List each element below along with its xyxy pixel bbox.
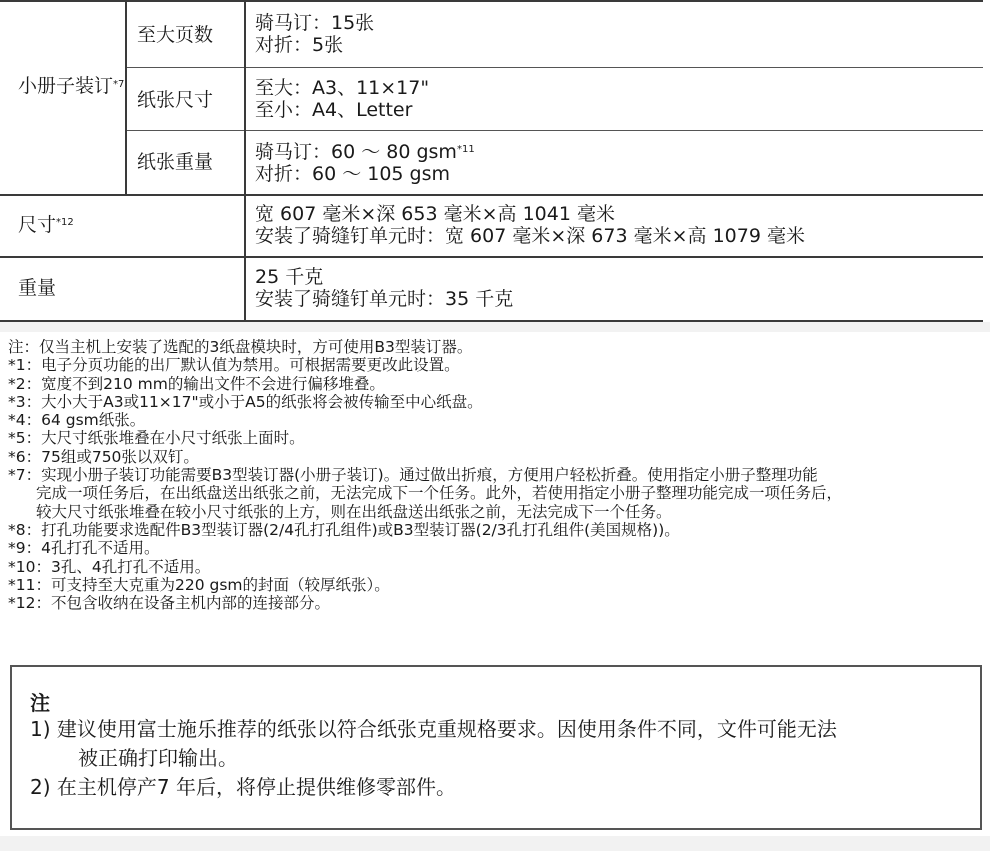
footnote-continuation: 较大尺寸纸张堆叠在较小尺寸纸张的上方，则在出纸盘送出纸张之前，无法完成下一个任务。 xyxy=(36,502,672,521)
table-rule xyxy=(126,130,983,131)
footnote: *10：3孔、4孔打孔不适用。 xyxy=(8,557,211,576)
separator-band xyxy=(0,322,990,332)
table-rule xyxy=(0,0,983,2)
footnote: *4：64 gsm纸张。 xyxy=(8,411,146,430)
footnote-continuation: 完成一项任务后，在出纸盘送出纸张之前，无法完成下一个任务。此外，若使用指定小册子整理功能完成一项任务后， xyxy=(36,484,843,503)
footnote: *7：实现小册子装订功能需要B3型装订器(小册子装订)。通过做出折痕，方便用户轻松折叠。使用指定小册子整理功能 xyxy=(8,466,818,485)
footnote: *11：可支持至大克重为220 gsm的封面（较厚纸张）。 xyxy=(8,575,390,594)
footnote: *8：打孔功能要求选配件B3型装订器(2/4孔打孔组件)或B3型装订器(2/3孔打孔组件(美国规格))。 xyxy=(8,520,680,539)
bottom-band xyxy=(0,836,990,851)
max-pages-value: 骑马订：15张 对折：5张 xyxy=(255,12,375,56)
weight-value: 25 千克 安装了骑缝钉单元时：35 千克 xyxy=(255,266,514,310)
paper-size-label: 纸张尺寸 xyxy=(137,89,214,111)
footnote: *6：75组或750张以双钉。 xyxy=(8,447,199,466)
note-box-title: 注 xyxy=(30,691,50,715)
table-divider xyxy=(244,0,246,320)
note-box-item: 1) 建议使用富士施乐推荐的纸张以符合纸张克重规格要求。因使用条件不同，文件可能无法 xyxy=(30,717,837,741)
footnote: *9：4孔打孔不适用。 xyxy=(8,539,160,558)
footnote: *12：不包含收纳在设备主机内部的连接部分。 xyxy=(8,594,330,613)
paper-size-value: 至大：A3、11×17" 至小：A4、Letter xyxy=(255,77,430,121)
size-value: 宽 607 毫米×深 653 毫米×高 1041 毫米 安装了骑缝钉单元时：宽 607 毫米×深 673 毫米×高 1079 毫米 xyxy=(255,203,805,247)
size-label: 尺寸$^{*12}$ xyxy=(18,214,74,236)
table-rule xyxy=(126,67,983,68)
footnote-main: 注：仅当主机上安装了选配的3纸盘模块时，方可使用B3型装订器。 xyxy=(8,338,473,356)
table-rule xyxy=(0,256,983,258)
footnote: *1：电子分页功能的出厂默认值为禁用。可根据需要更改此设置。 xyxy=(8,356,460,375)
footnote: *3：大小大于A3或11×17"或小于A5的纸张将会被传输至中心纸盘。 xyxy=(8,392,483,411)
table-rule xyxy=(0,194,983,196)
weight-label: 重量 xyxy=(18,277,57,299)
booklet-label: 小册子装订$^{*7}$ xyxy=(18,75,125,97)
note-box-item-continuation: 被正确打印输出。 xyxy=(78,746,238,770)
spec-table xyxy=(0,0,983,330)
footnote: *2：宽度不到210 mm的输出文件不会进行偏移堆叠。 xyxy=(8,374,385,393)
max-pages-label: 至大页数 xyxy=(137,24,214,46)
footnote: *5：大尺寸纸张堆叠在小尺寸纸张上面时。 xyxy=(8,429,305,448)
table-divider xyxy=(125,0,127,194)
note-box xyxy=(10,665,982,830)
footnotes xyxy=(8,338,988,612)
paper-weight-label: 纸张重量 xyxy=(137,151,214,173)
note-box-item: 2) 在主机停产7 年后，将停止提供维修零部件。 xyxy=(30,775,456,799)
paper-weight-value: 骑马订：60 ～ 80 gsm$^{*11}$ 对折：60 ～ 105 gsm xyxy=(255,141,475,185)
